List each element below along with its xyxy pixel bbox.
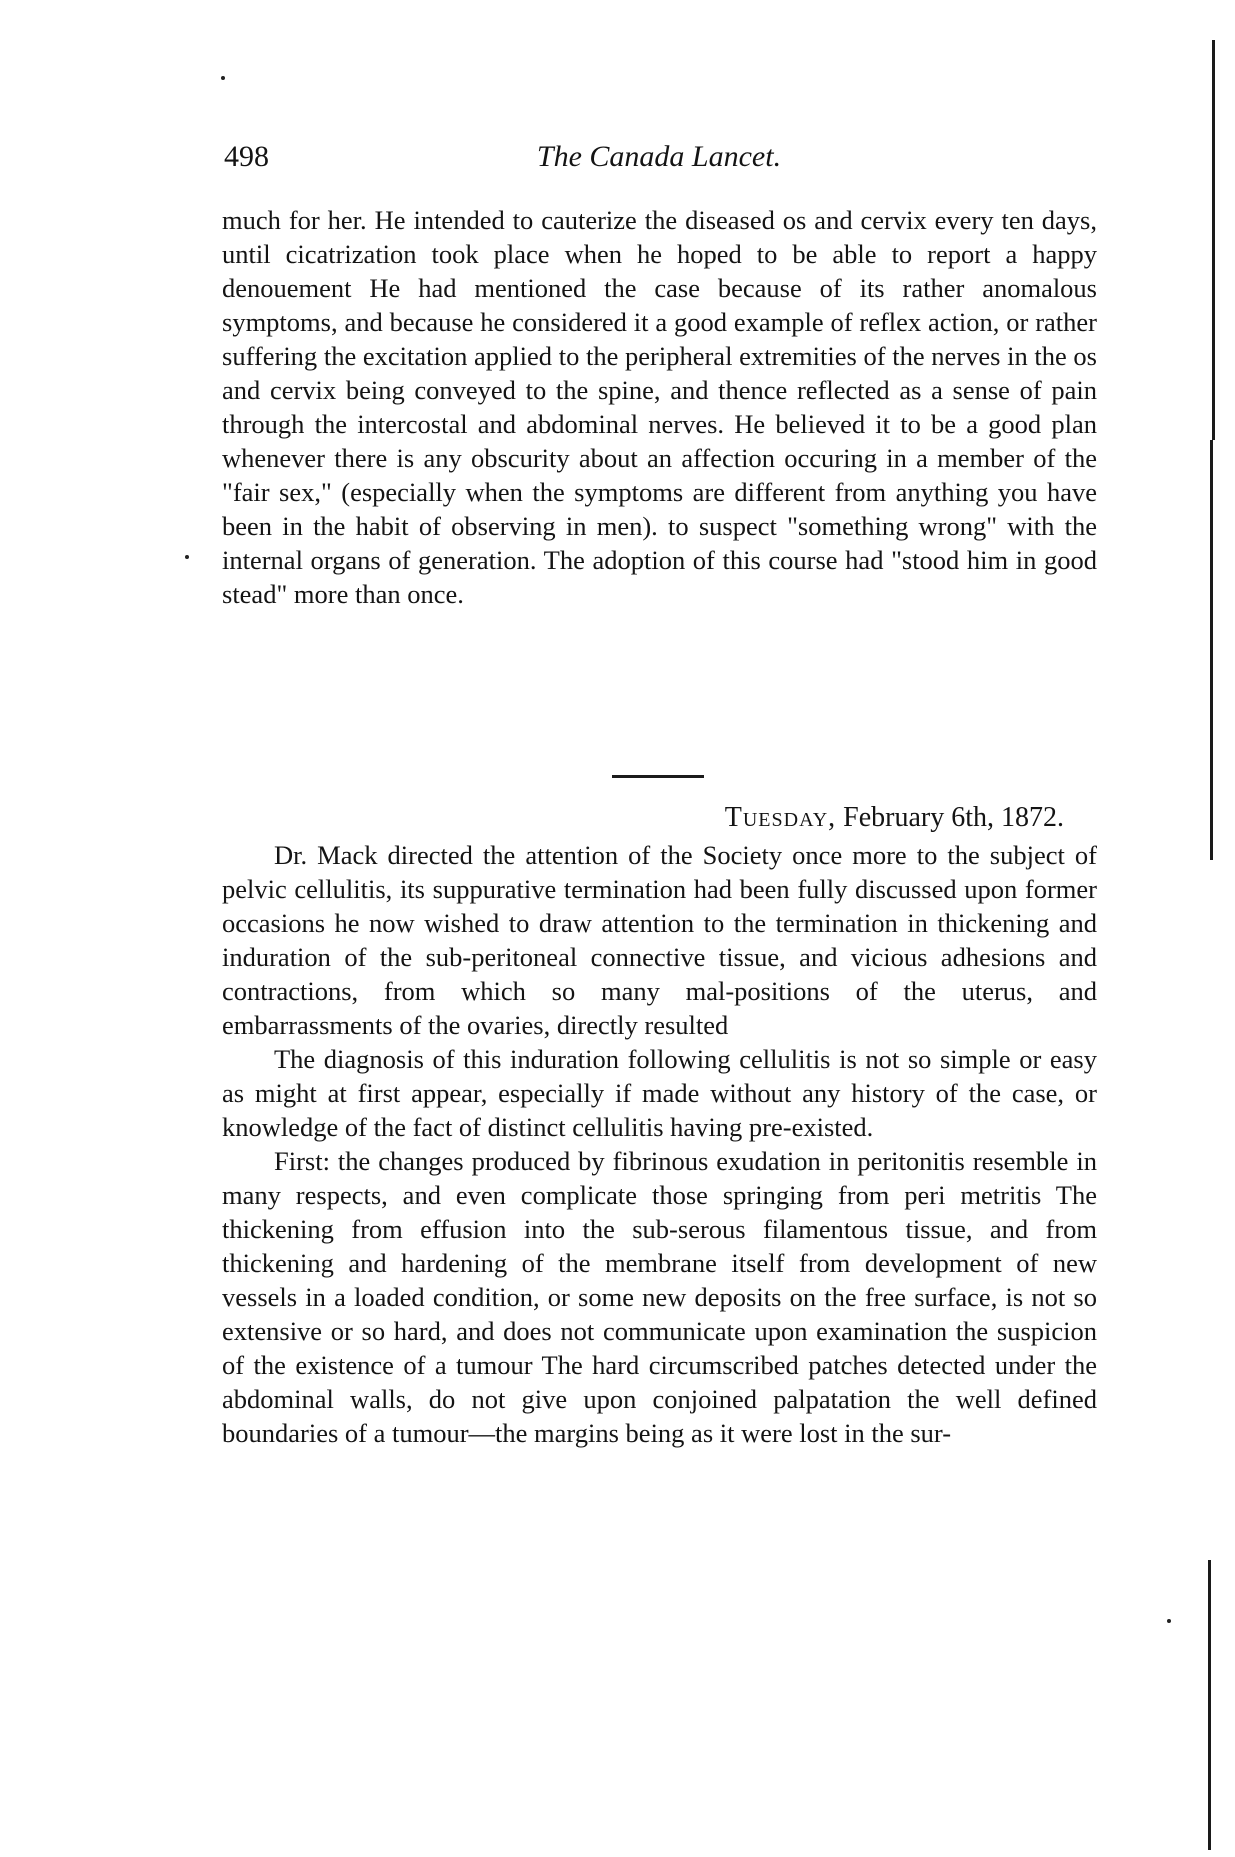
- scan-edge-line-bottom: [1208, 1560, 1211, 1850]
- paragraph-diagnosis: The diagnosis of this induration following cellulitis is not so simple or easy as might at first appear, especially if made without any history of the case, or knowledge of the fact of distinct cellulitis having pre-existed.: [222, 1044, 1097, 1142]
- section-divider: [612, 775, 704, 778]
- scan-edge-line-top: [1212, 40, 1215, 440]
- page-number: 498: [224, 140, 269, 173]
- paragraph-dr-mack: Dr. Mack directed the attention of the Society once more to the subject of pelvic cellulitis, its suppurative termination had been fully discussed upon former occasions he now wished to draw attention to the termination in thickening and induration of the sub-peritoneal connective tissue, and vicious adhesions and contractions, from which so many mal-positions of the uterus, and embarrassments of the ovaries, directly resulted: [222, 840, 1097, 1040]
- dateline-date: February 6th, 1872.: [836, 802, 1064, 833]
- scan-speck: [221, 76, 225, 80]
- running-title: The Canada Lancet.: [536, 140, 782, 173]
- scan-speck: [185, 555, 189, 559]
- scan-speck: [1167, 1619, 1171, 1623]
- paragraph-first: First: the changes produced by fibrinous exudation in peritonitis resemble in many respects, and even complicate those springing from peri metritis The thickening from effusion into the sub-serous filamentous tissue, and from thickening and hardening of the membrane itself from development of new vessels in a loaded condition, or some new deposits on the free surface, is not so extensive or so hard, and does not communicate upon examination the suspicion of the existence of a tumour The hard circumscribed patches detected under the abdominal walls, do not give upon conjoined palpatation the well defined boundaries of a tumour—the margins being as it were lost in the sur-: [222, 1146, 1097, 1448]
- scan-edge-line-middle: [1210, 440, 1213, 860]
- meeting-report: [222, 838, 1097, 1450]
- dateline-day: Tuesday,: [724, 802, 837, 833]
- meeting-dateline: [222, 800, 1064, 836]
- page-header: [224, 140, 1094, 180]
- paragraph-continued: much for her. He intended to cauterize the diseased os and cervix every ten days, until cicatrization took place when he hoped to be able to report a happy denouement He had mentioned the case because of its rather anomalous symptoms, and because he considered it a good example of reflex action, or rather suffering the excitation applied to the peripheral extremities of the nerves in the os and cervix being conveyed to the spine, and thence reflected as a sense of pain through the intercostal and abdominal nerves. He believed it to be a good plan whenever there is any obscurity about an affection occuring in a member of the "fair sex," (especially when the symptoms are different from anything you have been in the habit of observing in men). to suspect "something wrong" with the internal organs of generation. The adoption of this course had "stood him in good stead" more than once.: [222, 205, 1097, 609]
- continued-discussion: [222, 203, 1097, 611]
